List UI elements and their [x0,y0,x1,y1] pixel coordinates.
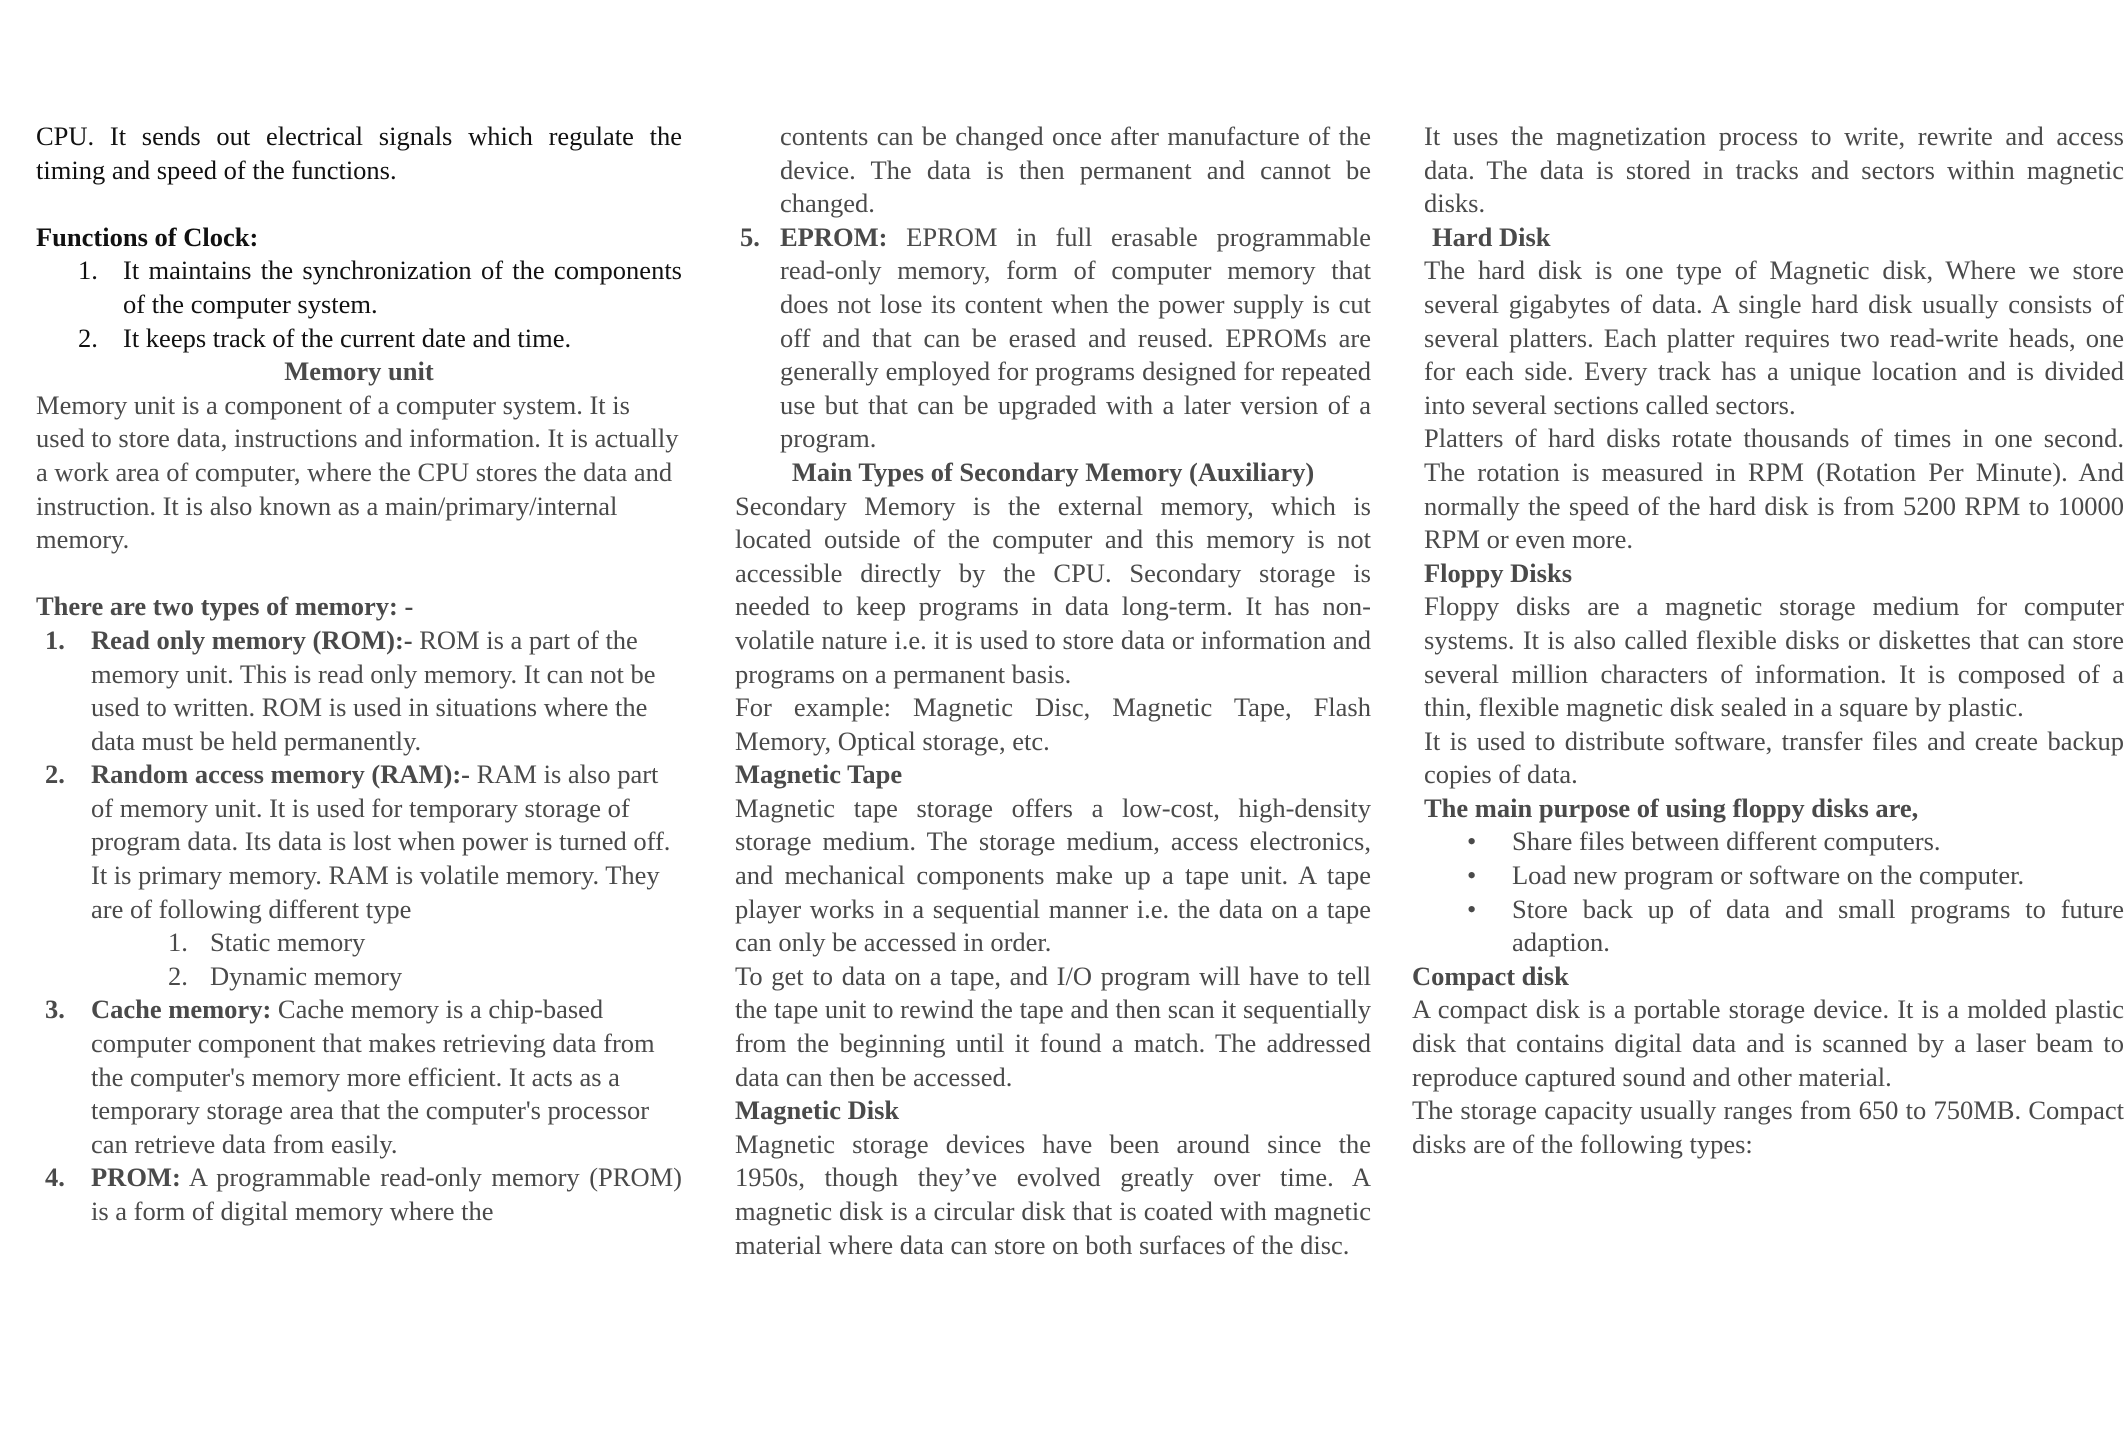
bullet-icon: • [1467,860,1477,891]
list-item-text: Static memory [210,927,366,958]
list-number: 4. [45,1162,65,1193]
list-item-rom [36,624,682,758]
term-label: Cache memory: [91,994,272,1025]
list-item-text: Dynamic memory [210,960,403,991]
bullet-text: Load new program or software on the computer. [1512,860,2025,891]
spacer [36,187,682,221]
list-number: 3. [45,994,65,1025]
term-description: RAM is also part of memory unit. It is used for temporary storage of program data. Its data is lost when power is turned off. It is primary memory. RAM is volatile memory. They are of following different type [91,759,671,924]
list-item [36,960,682,994]
list-number: 1. [45,624,65,655]
bullet-text: Store back up of data and small programs to future adaption. [1512,893,2124,958]
magnetic-disk-paragraph: Magnetic storage devices have been around since the 1950s, though they’ve evolved greatly over time. A magnetic disk is a circular disk that is coated with magnetic material where data can store on both surfaces of the disc. [735,1128,1371,1260]
list-item [36,926,682,960]
list-item [36,254,682,321]
memory-types-list-continued [36,993,682,1228]
floppy-disks-paragraph-2: It is used to distribute software, transfer files and create backup copies of data. [1424,725,2124,790]
memory-types-list-end [735,221,1371,456]
list-number: 2. [168,960,188,991]
term-label: EPROM: [780,221,888,252]
magnetic-tape-heading: Magnetic Tape [735,759,903,790]
list-item-text: It maintains the synchronization of the components of the computer system. [123,255,682,319]
bullet-text: Share files between different computers. [1512,826,1941,857]
floppy-disks-paragraph: Floppy disks are a magnetic storage medium for computer systems. It is also called flexible disks or diskettes that can store several million characters of information. It is composed of a thin, flexible magnetic disk sealed in a square by plastic. [1424,591,2124,723]
list-number: 1. [78,255,98,286]
term-description: A programmable read-only memory (PROM) is a form of digital memory where the [91,1162,682,1226]
column-middle [735,120,1371,1262]
list-item-ram [36,758,682,926]
clock-functions-heading: Functions of Clock: [36,221,259,252]
list-item-cache [36,993,682,1161]
bullet-item [1424,893,2124,960]
magnetic-tape-paragraph-2: To get to data on a tape, and I/O program will have to tell the tape unit to rewind the tape and then scan it sequentially from the beginning until it found a match. The addressed data can then be accessed. [735,960,1371,1092]
list-item-prom [36,1161,682,1228]
hard-disk-heading: Hard Disk [1432,221,1551,252]
memory-types-list [36,624,682,926]
memory-unit-heading: Memory unit [284,356,434,387]
secondary-memory-paragraph: Secondary Memory is the external memory, which is located outside of the computer and this memory is not accessible directly by the CPU. Secondary storage is needed to keep programs in data long-term. It has non-volatile nature i.e. it is used to store data or information and programs on a permanent basis. [735,490,1371,689]
bullet-icon: • [1467,826,1477,857]
ram-subtypes-list [36,926,682,993]
compact-disk-paragraph-2: The storage capacity usually ranges from 650 to 750MB. Compact disks are of the following types: [1412,1095,2124,1159]
floppy-disks-heading: Floppy Disks [1424,557,1573,588]
term-description: Cache memory is a chip-based computer component that makes retrieving data from the computer's memory more efficient. It acts as a temporary storage area that the computer's processor can retrieve data from easily. [91,994,655,1159]
magnetic-disk-intro-paragraph: It uses the magnetization process to write, rewrite and access data. The data is stored in tracks and sectors within magnetic disks. [1424,121,2124,219]
bullet-item [1424,859,2124,893]
prom-continued-paragraph: contents can be changed once after manufacture of the device. The data is then permanent and cannot be changed. [780,121,1371,219]
list-number: 2. [78,322,98,353]
memory-types-heading: There are two types of memory: - [36,591,414,622]
column-right [1412,120,2124,1161]
bullet-item [1424,825,2124,859]
clock-functions-list [36,254,682,355]
term-label: Read only memory (ROM):- [91,624,413,655]
memory-unit-paragraph: Memory unit is a component of a computer system. It is used to store data, instructions and information. It is actually a work area of computer, where the CPU stores the data and instruction. It is also known as a main/primary/internal memory. [36,389,679,555]
floppy-purpose-list [1424,825,2124,959]
floppy-purpose-heading: The main purpose of using floppy disks are, [1424,792,1919,823]
list-number: 1. [168,927,188,958]
term-label: PROM: [91,1162,181,1193]
hard-disk-paragraph-2: Platters of hard disks rotate thousands of times in one second. The rotation is measured in RPM (Rotation Per Minute). And normally the speed of the hard disk is from 5200 RPM to 10000 RPM or even more. [1424,423,2124,555]
spacer [36,557,682,591]
list-item-text: It keeps track of the current date and time. [123,322,572,353]
term-label: Random access memory (RAM):- [91,759,470,790]
list-item [36,322,682,356]
clock-intro-paragraph: CPU. It sends out electrical signals which regulate the timing and speed of the functions. [36,121,682,185]
compact-disk-paragraph: A compact disk is a portable storage device. It is a molded plastic disk that contains digital data and is scanned by a laser beam to reproduce captured sound and other material. [1412,994,2124,1092]
list-item-eprom [735,221,1371,456]
hard-disk-paragraph: The hard disk is one type of Magnetic disk, Where we store several gigabytes of data. A single hard disk usually consists of several platters. Each platter requires two read-write heads, one for each side. Every track has a unique location and is divided into several sections called sectors. [1424,255,2124,420]
term-description: EPROM in full erasable programmable read-only memory, form of computer memory that does not lose its content when the power supply is cut off and that can be erased and reused. EPROMs are generally employed for programs designed for repeated use but that can be upgraded with a later version of a program. [780,221,1371,454]
term-description: ROM is a part of the memory unit. This is read only memory. It can not be used to written. ROM is used in situations where the data must be held permanently. [91,624,656,756]
magnetic-tape-paragraph: Magnetic tape storage offers a low-cost, high-density storage medium. The storage medium, access electronics, and mechanical components make up a tape unit. A tape player works in a sequential manner i.e. the data on a tape can only be accessed in order. [735,792,1371,958]
compact-disk-heading: Compact disk [1412,960,1569,991]
magnetic-disk-heading: Magnetic Disk [735,1095,900,1126]
list-number: 2. [45,759,65,790]
bullet-icon: • [1467,893,1477,924]
list-number: 5. [740,221,760,252]
secondary-memory-heading: Main Types of Secondary Memory (Auxiliary) [791,456,1315,487]
secondary-examples-paragraph: For example: Magnetic Disc, Magnetic Tape, Flash Memory, Optical storage, etc. [735,692,1371,756]
column-left [36,120,682,1229]
